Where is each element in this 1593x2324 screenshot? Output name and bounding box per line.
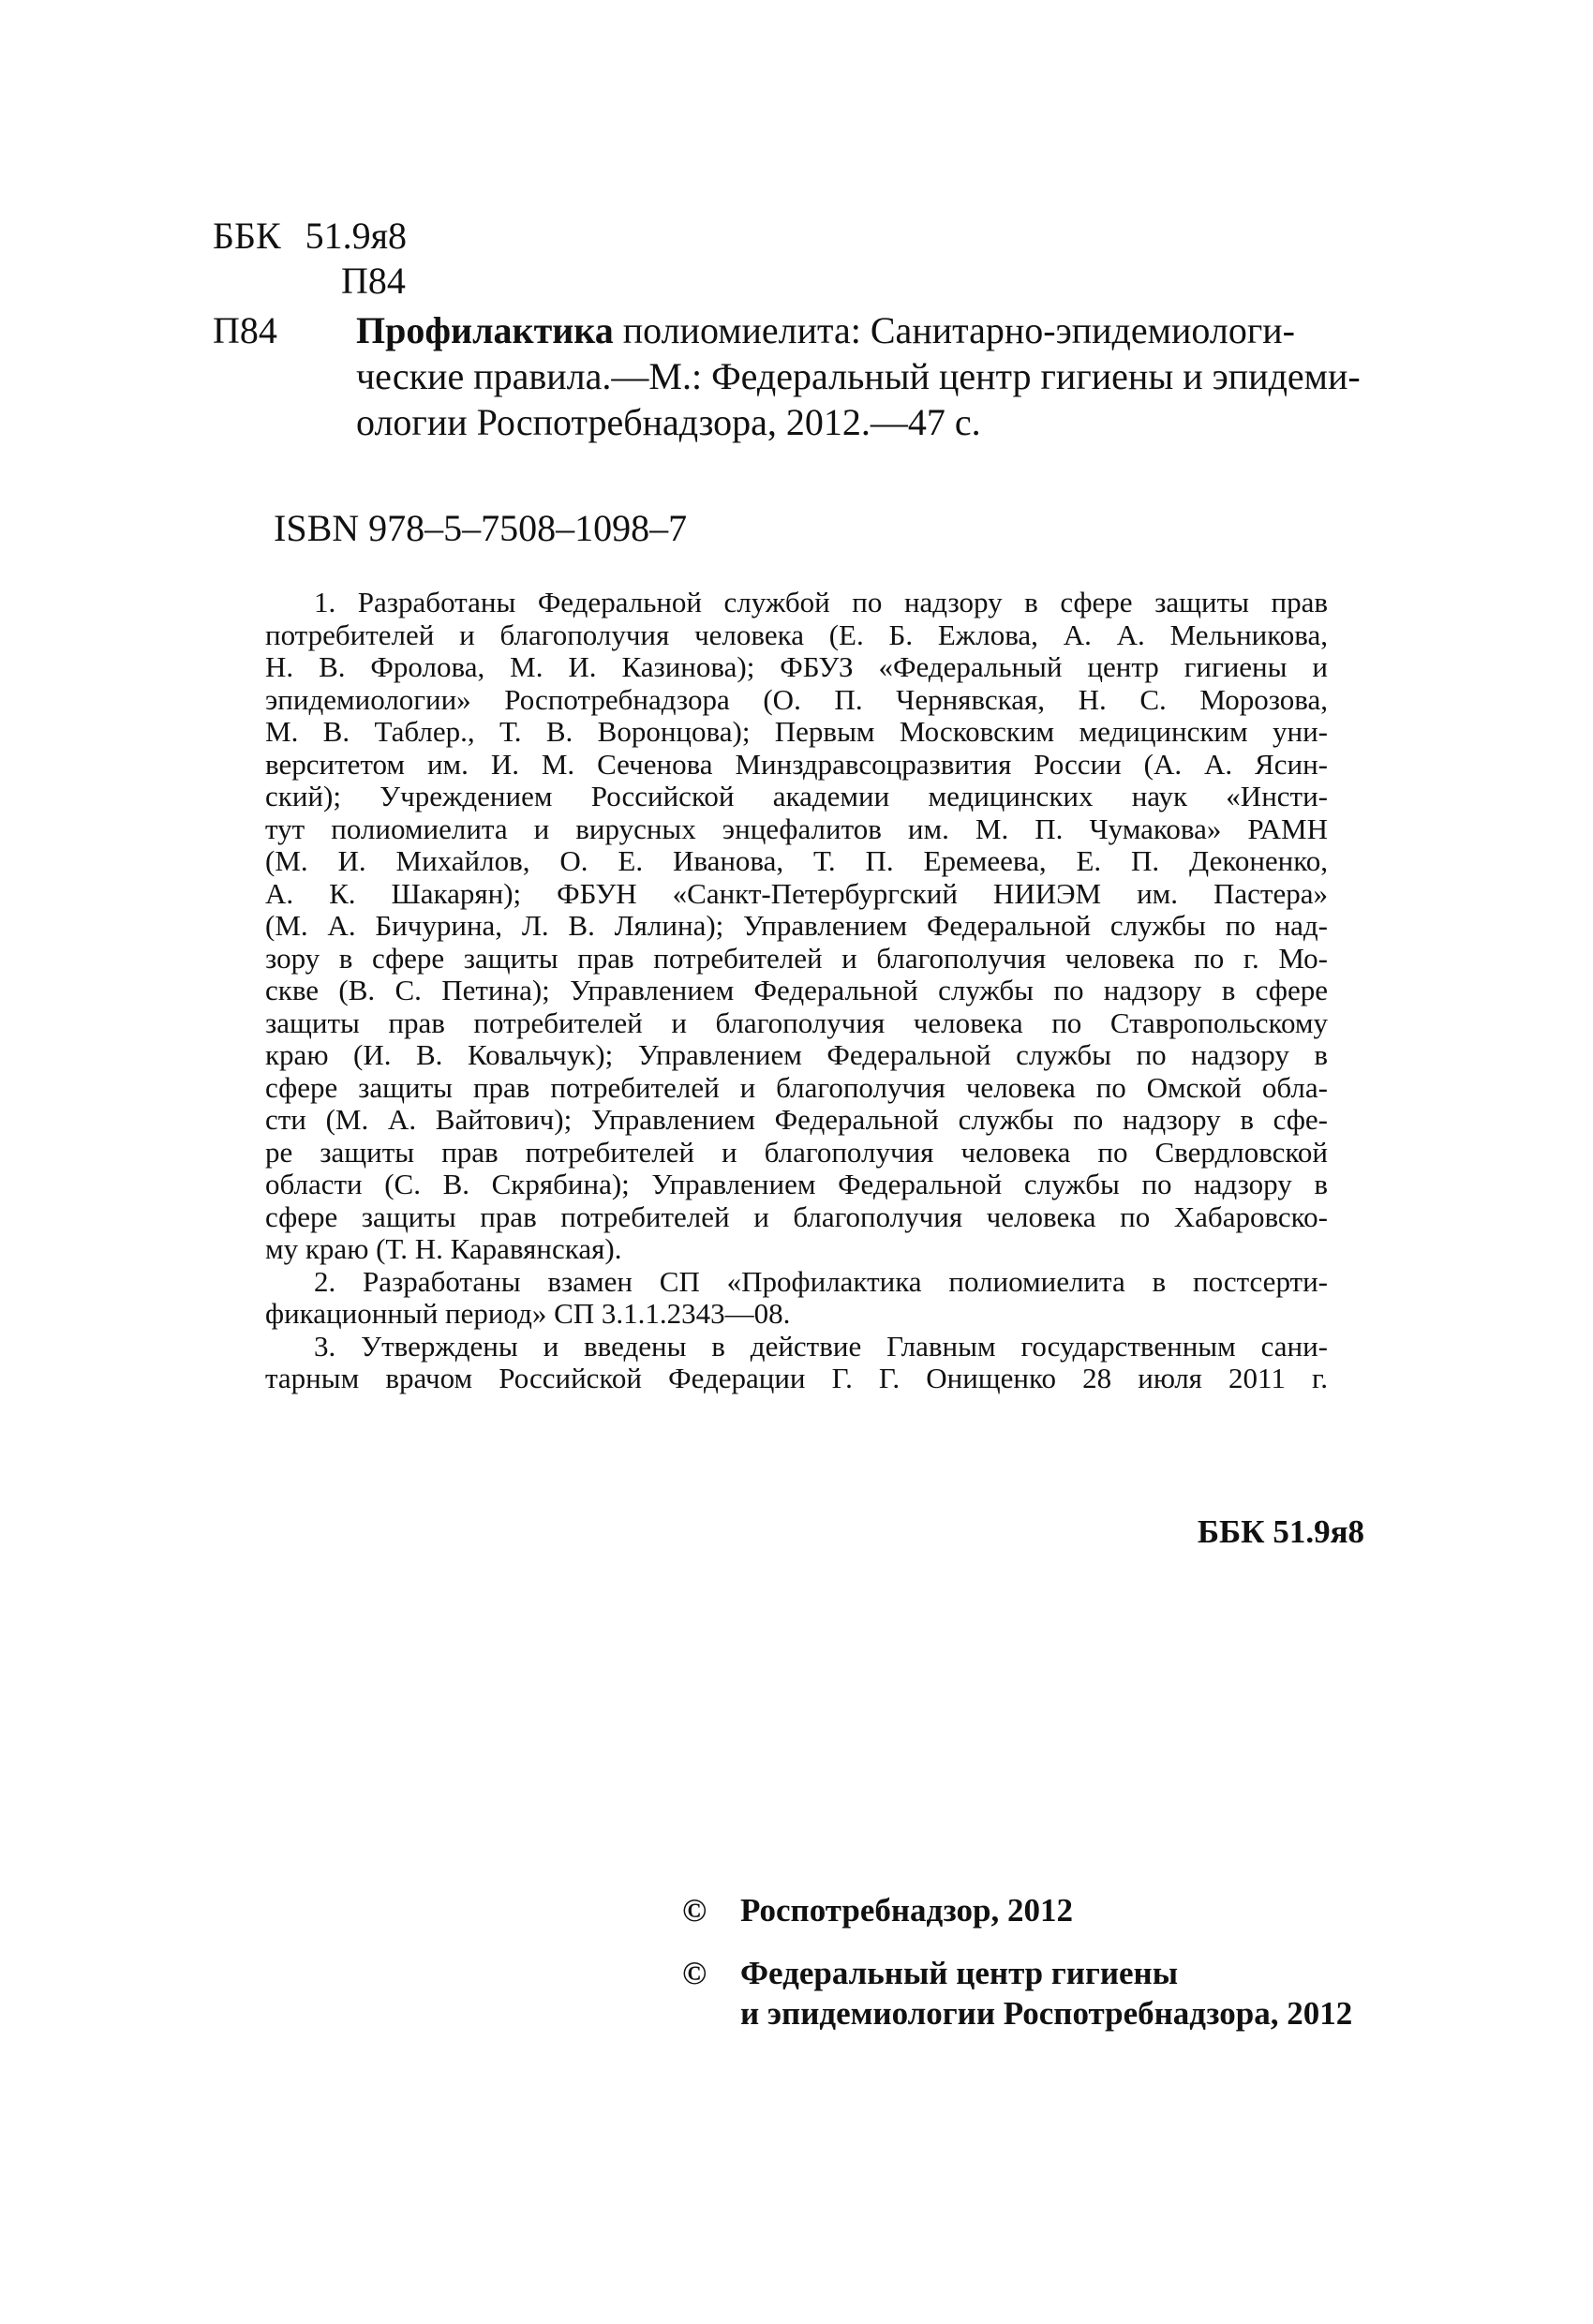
note-line: А. К. Шакарян); ФБУН «Санкт-Петербургский НИИЭМ им. Пастера» [265, 876, 1328, 910]
copyright-symbol: © [682, 1892, 707, 1929]
bbk-footer: ББК 51.9я8 [1197, 1513, 1364, 1550]
note-line: области (С. В. Скрябина); Управлением Федеральной службы по надзору в [265, 1168, 1328, 1200]
development-notes [265, 587, 1328, 1395]
note-line: сти (М. А. Вайтович); Управлением Федеральной службы по надзору в сфе- [265, 1103, 1328, 1136]
note-line: 2. Разработаны взамен СП «Профилактика полиомиелита в постсерти- [314, 1264, 1328, 1298]
note-line: 3. Утверждены и введены в действие Главным государственным сани- [314, 1329, 1328, 1363]
note-line: зору в сфере защиты прав потребителей и благополучия человека по г. Мо- [265, 941, 1328, 975]
copyright-symbol: © [682, 1955, 707, 1991]
note-line: (М. А. Бичурина, Л. В. Лялина); Управлением Федеральной службы по над- [265, 909, 1328, 942]
isbn: ISBN 978–5–7508–1098–7 [274, 507, 688, 549]
note-line: (М. И. Михайлов, О. Е. Иванова, Т. П. Еремеева, Е. П. Деконенко, [265, 844, 1328, 877]
entry-title-word: Профилактика [356, 309, 614, 351]
copyright-rospotrebnadzor [682, 1890, 1352, 1930]
note-line: фикационный период» СП 3.1.1.2343—08. [265, 1297, 791, 1330]
note-line: краю (И. В. Ковальчук); Управлением Федеральной службы по надзору в [265, 1038, 1328, 1071]
entry-author-mark: П84 [213, 309, 277, 351]
note-line: защиты прав потребителей и благополучия человека по Ставропольскому [265, 1006, 1328, 1039]
entry-description [356, 307, 1384, 445]
note-line: тут полиомиелита и вирусных энцефалитов им. М. П. Чумакова» РАМН [265, 812, 1328, 845]
note-line: му краю (Т. Н. Каравянская). [265, 1232, 622, 1265]
entry-line-3: ологии Роспотребнадзора, 2012.—47 с. [356, 401, 981, 443]
note-line: сфере защиты прав потребителей и благополучия человека по Хабаровско- [265, 1199, 1328, 1233]
note-line: скве (В. С. Петина); Управлением Федеральной службы по надзору в сфере [265, 974, 1328, 1006]
note-line: 1. Разработаны Федеральной службой по надзору в сфере защиты прав [314, 586, 1328, 618]
note-line: тарным врачом Российской Федерации Г. Г. Онищенко 28 июля 2011 г. [265, 1362, 1328, 1394]
copyright-holder-line-1: Федеральный центр гигиены [740, 1955, 1179, 1991]
note-line: сфере защиты прав потребителей и благополучия человека по Омской обла- [265, 1070, 1328, 1104]
note-line: эпидемиологии» Роспотребнадзора (О. П. Чернявская, Н. С. Морозова, [265, 682, 1328, 716]
note-line: ский); Учреждением Российской академии медицинских наук «Инсти- [265, 780, 1328, 812]
copyright-block [682, 1890, 1352, 2034]
note-line: Н. В. Фролова, М. И. Казинова); ФБУЗ «Федеральный центр гигиены и [265, 650, 1328, 683]
entry-line-2: ческие правила.—М.: Федеральный центр гигиены и эпидеми- [356, 355, 1361, 397]
note-line: М. В. Таблер., Т. В. Воронцова); Первым Московским медицинским уни- [265, 715, 1328, 748]
copyright-holder-line-2: и эпидемиологии Роспотребнадзора, 2012 [740, 1995, 1353, 2032]
bbk-classification [213, 214, 407, 304]
entry-line-1: полиомиелита: Санитарно-эпидемиологи- [613, 309, 1295, 351]
author-mark: П84 [341, 260, 406, 302]
bbk-code: 51.9я8 [305, 215, 408, 257]
note-line: ре защиты прав потребителей и благополучия человека по Свердловской [265, 1135, 1328, 1169]
note-line: потребителей и благополучия человека (Е. Б. Ежлова, А. А. Мельникова, [265, 618, 1328, 651]
copyright-federal-center [682, 1953, 1352, 2034]
copyright-holder: Роспотребнадзор, 2012 [740, 1892, 1073, 1929]
note-line: верситетом им. И. М. Сеченова Минздравсоцразвития России (А. А. Ясин- [265, 747, 1328, 781]
bbk-label: ББК [213, 215, 281, 257]
